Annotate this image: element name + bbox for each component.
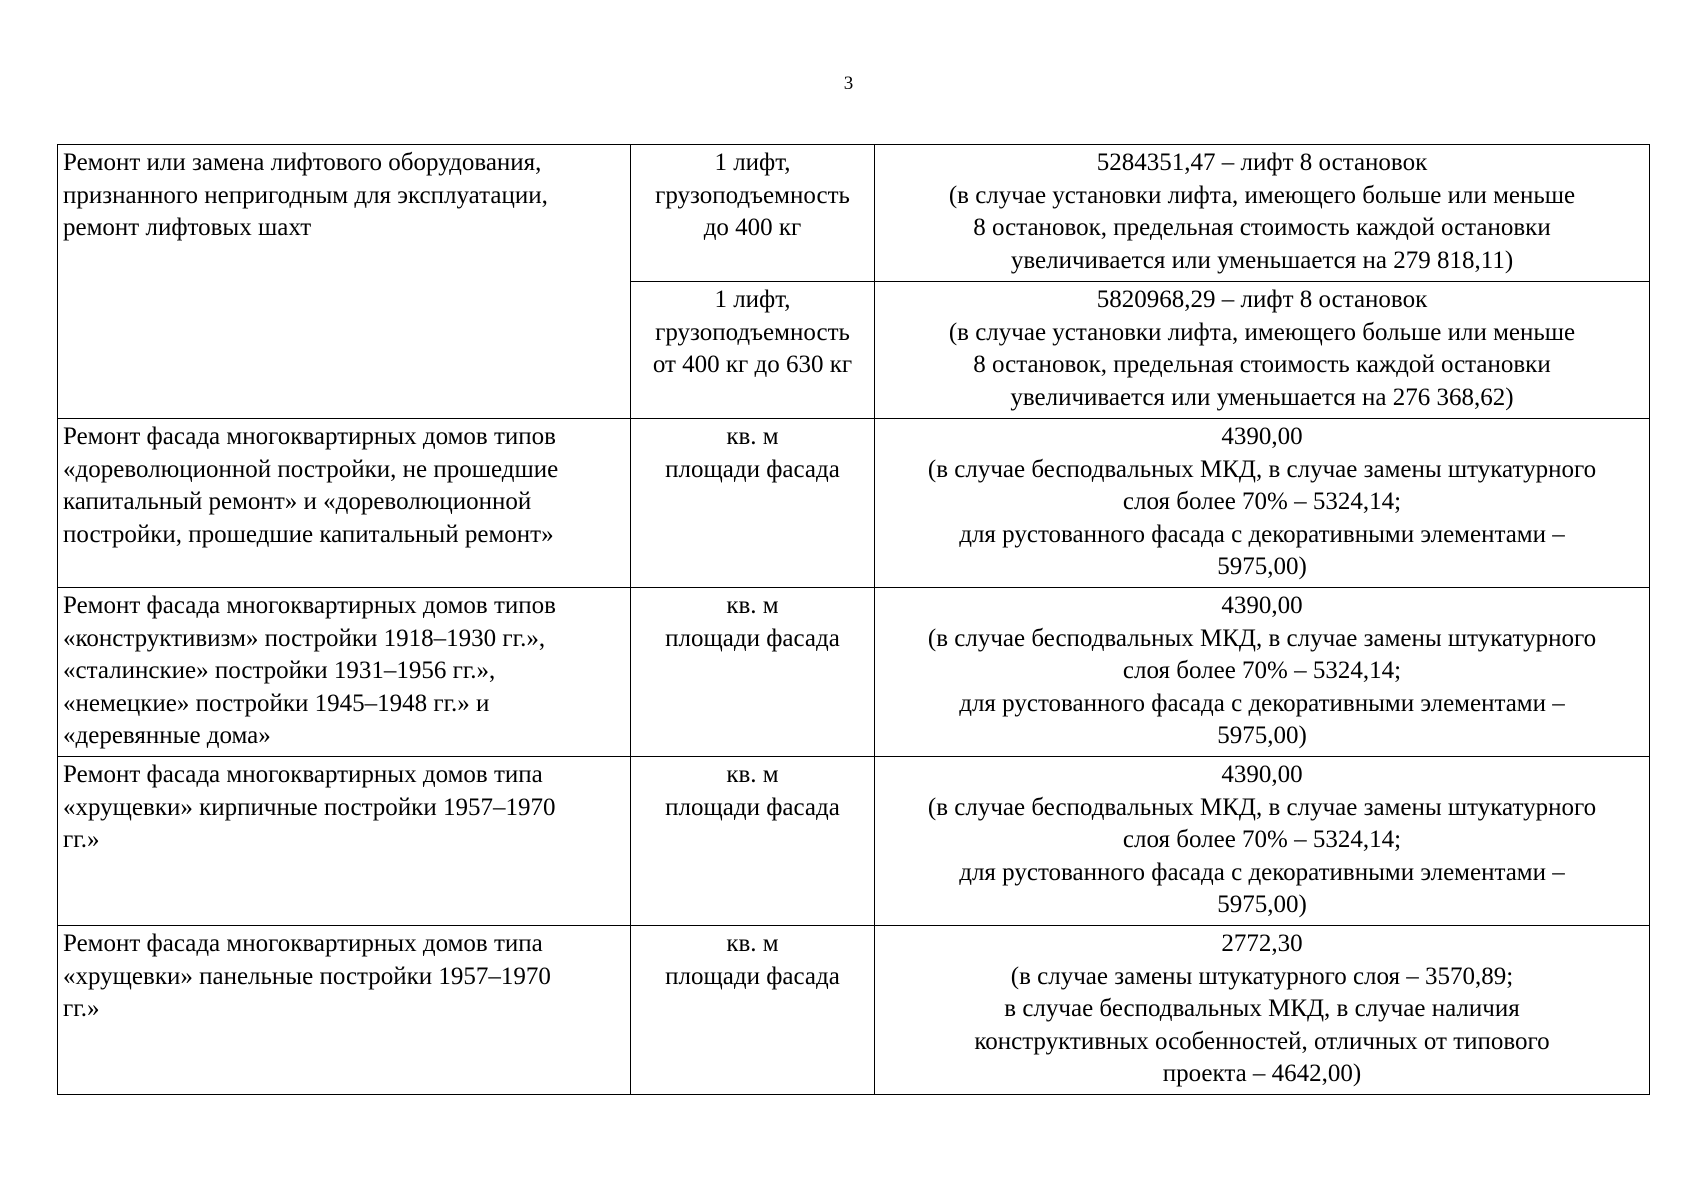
work-text-line: Ремонт или замена лифтового оборудования,	[63, 149, 542, 176]
unit-text-line: до 400 кг	[703, 214, 802, 242]
work-description-cell	[58, 588, 631, 757]
cost-text-line: 8 остановок, предельная стоимость каждой остановки	[973, 214, 1551, 242]
table-row	[58, 419, 1650, 588]
work-text-line: Ремонт фасада многоквартирных домов типов	[63, 423, 556, 450]
cost-text-line: 4390,00	[1221, 592, 1303, 619]
unit-text-line: площади фасада	[665, 793, 840, 821]
work-description-cell	[58, 145, 631, 419]
unit-text-line: кв. м	[726, 930, 779, 957]
cost-text-line: 4390,00	[1221, 423, 1303, 450]
cost-text-line: в случае бесподвальных МКД, в случае наличия	[1004, 995, 1520, 1023]
work-text-line: постройки, прошедшие капитальный ремонт»	[63, 520, 554, 548]
cost-table	[57, 144, 1650, 1095]
unit-cell	[631, 419, 875, 588]
work-text-line: «немецкие» постройки 1945–1948 гг.» и	[63, 689, 490, 717]
unit-text-line: грузоподъемность	[655, 181, 850, 209]
work-text-line: «конструктивизм» постройки 1918–1930 гг.»,	[63, 624, 546, 652]
table-row	[58, 757, 1650, 926]
cost-text-line: проекта – 4642,00)	[1162, 1060, 1362, 1088]
unit-text-line: кв. м	[726, 761, 779, 788]
cost-cell	[875, 282, 1650, 419]
cost-text-line: для рустованного фасада с декоративными элементами –	[959, 689, 1565, 717]
work-text-line: гг.»	[63, 826, 100, 854]
unit-text-line: площади фасада	[665, 455, 840, 483]
cost-text-line: (в случае бесподвальных МКД, в случае замены штукатурного	[927, 455, 1597, 483]
unit-text-line: от 400 кг до 630 кг	[652, 351, 853, 379]
cost-cell	[875, 757, 1650, 926]
cost-text-line: 5975,00)	[1217, 891, 1307, 919]
unit-cell	[631, 145, 875, 282]
work-text-line: «деревянные дома»	[63, 722, 271, 750]
cost-text-line: 4390,00	[1221, 761, 1303, 788]
work-text-line: Ремонт фасада многоквартирных домов типа	[63, 930, 543, 957]
cost-text-line: увеличивается или уменьшается на 279 818,11)	[1010, 246, 1514, 274]
unit-text-line: 1 лифт,	[714, 149, 791, 176]
cost-text-line: (в случае замены штукатурного слоя – 3570,89;	[1010, 962, 1514, 990]
table-row	[58, 926, 1650, 1095]
work-description-cell	[58, 757, 631, 926]
cost-cell	[875, 419, 1650, 588]
cost-text-line: слоя более 70% – 5324,14;	[1122, 826, 1402, 854]
work-text-line: ремонт лифтовых шахт	[63, 214, 312, 242]
cost-text-line: 8 остановок, предельная стоимость каждой остановки	[973, 351, 1551, 379]
cost-text-line: 5820968,29 – лифт 8 остановок	[1096, 286, 1428, 313]
cost-cell	[875, 145, 1650, 282]
unit-cell	[631, 282, 875, 419]
unit-text-line: грузоподъемность	[655, 318, 850, 346]
work-text-line: Ремонт фасада многоквартирных домов типа	[63, 761, 543, 788]
cost-text-line: (в случае бесподвальных МКД, в случае замены штукатурного	[927, 624, 1597, 652]
work-text-line: «хрущевки» кирпичные постройки 1957–1970	[63, 793, 556, 821]
unit-text-line: площади фасада	[665, 962, 840, 990]
work-text-line: Ремонт фасада многоквартирных домов типов	[63, 592, 556, 619]
table-row	[58, 145, 1650, 282]
cost-text-line: слоя более 70% – 5324,14;	[1122, 488, 1402, 516]
cost-cell	[875, 926, 1650, 1095]
unit-cell	[631, 926, 875, 1095]
unit-text-line: площади фасада	[665, 624, 840, 652]
work-text-line: признанного непригодным для эксплуатации,	[63, 181, 548, 209]
work-text-line: гг.»	[63, 995, 100, 1023]
cost-text-line: 5975,00)	[1217, 722, 1307, 750]
cost-text-line: (в случае бесподвальных МКД, в случае замены штукатурного	[927, 793, 1597, 821]
work-text-line: капитальный ремонт» и «дореволюционной	[63, 488, 532, 516]
work-description-cell	[58, 926, 631, 1095]
unit-cell	[631, 588, 875, 757]
unit-text-line: кв. м	[726, 592, 779, 619]
page-number: 3	[843, 73, 854, 94]
cost-text-line: 5284351,47 – лифт 8 остановок	[1096, 149, 1428, 176]
work-text-line: «дореволюционной постройки, не прошедшие	[63, 455, 559, 483]
cost-text-line: (в случае установки лифта, имеющего больше или меньше	[948, 318, 1576, 346]
unit-text-line: кв. м	[726, 423, 779, 450]
work-description-cell	[58, 419, 631, 588]
table-row	[58, 588, 1650, 757]
cost-text-line: для рустованного фасада с декоративными элементами –	[959, 858, 1565, 886]
cost-text-line: слоя более 70% – 5324,14;	[1122, 657, 1402, 685]
cost-text-line: увеличивается или уменьшается на 276 368,62)	[1010, 383, 1514, 411]
cost-text-line: для рустованного фасада с декоративными элементами –	[959, 520, 1565, 548]
cost-cell	[875, 588, 1650, 757]
cost-text-line: 5975,00)	[1217, 553, 1307, 581]
work-text-line: «сталинские» постройки 1931–1956 гг.»,	[63, 657, 496, 685]
cost-text-line: (в случае установки лифта, имеющего больше или меньше	[948, 181, 1576, 209]
unit-cell	[631, 757, 875, 926]
cost-text-line: 2772,30	[1221, 930, 1303, 957]
cost-text-line: конструктивных особенностей, отличных от типового	[974, 1027, 1550, 1055]
unit-text-line: 1 лифт,	[714, 286, 791, 313]
work-text-line: «хрущевки» панельные постройки 1957–1970	[63, 962, 551, 990]
